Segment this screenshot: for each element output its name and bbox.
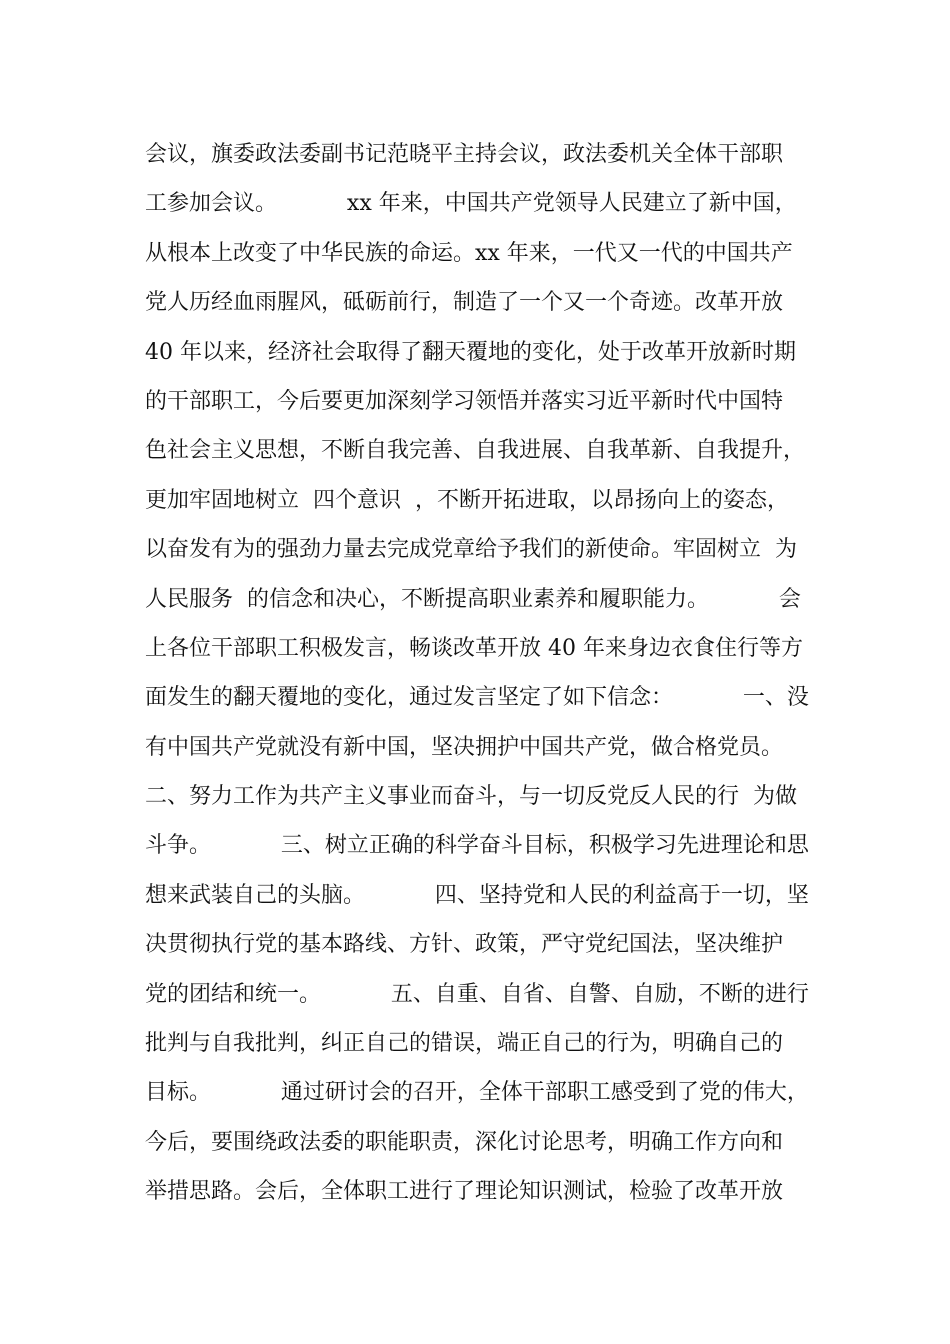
text-line: 决贯彻执行党的基本路线、方针、政策，严守党纪国法，坚决维护 bbox=[145, 932, 784, 958]
text-line: 40 年以来，经济社会取得了翻天覆地的变化，处于改革开放新时期 bbox=[145, 339, 796, 365]
text-line: 二、努力工作为共产主义事业而奋斗，与一切反党反人民的行 为做 bbox=[145, 784, 797, 810]
text-line: 有中国共产党就没有新中国，坚决拥护中国共产党，做合格党员。 bbox=[145, 734, 784, 760]
text-line: 更加牢固地树立 四个意识 ，不断开拓进取，以昂扬向上的姿态， bbox=[145, 487, 789, 513]
text-line: 以奋发有为的强劲力量去完成党章给予我们的新使命。牢固树立 为 bbox=[145, 537, 797, 563]
body-text bbox=[145, 130, 825, 1217]
text-line: 上各位干部职工积极发言，畅谈改革开放 40 年来身边衣食住行等方 bbox=[145, 635, 803, 661]
text-line: 的干部职工，今后要更加深刻学习领悟并落实习近平新时代中国特 bbox=[145, 388, 784, 414]
text-line: 目标。 通过研讨会的召开，全体干部职工感受到了党的伟大， bbox=[145, 1080, 809, 1106]
text-line: 面发生的翻天覆地的变化，通过发言坚定了如下信念： 一、没 bbox=[145, 685, 809, 711]
text-line: 工参加会议。 xx 年来，中国共产党领导人民建立了新中国， bbox=[145, 191, 797, 217]
text-line: 人民服务 的信念和决心，不断提高职业素养和履职能力。 会 bbox=[145, 586, 801, 612]
text-line: 党的团结和统一。 五、自重、自省、自警、自励，不断的进行 bbox=[145, 981, 809, 1007]
text-line: 会议，旗委政法委副书记范晓平主持会议，政法委机关全体干部职 bbox=[145, 142, 784, 167]
text-line: 举措思路。会后，全体职工进行了理论知识测试，检验了改革开放 bbox=[145, 1179, 784, 1205]
text-line: 想来武装自己的头脑。 四、坚持党和人民的利益高于一切，坚 bbox=[145, 882, 809, 908]
text-line: 色社会主义思想，不断自我完善、自我进展、自我革新、自我提升， bbox=[145, 438, 806, 464]
text-line: 从根本上改变了中华民族的命运。xx 年来，一代又一代的中国共产 bbox=[145, 240, 793, 266]
text-line: 党人历经血雨腥风，砥砺前行，制造了一个又一个奇迹。改革开放 bbox=[145, 290, 784, 316]
text-line: 批判与自我批判，纠正自己的错误，端正自己的行为，明确自己的 bbox=[145, 1031, 784, 1057]
text-line: 今后，要围绕政法委的职能职责，深化讨论思考，明确工作方向和 bbox=[145, 1129, 784, 1155]
text-line: 斗争。 三、树立正确的科学奋斗目标，积极学习先进理论和思 bbox=[145, 833, 809, 859]
